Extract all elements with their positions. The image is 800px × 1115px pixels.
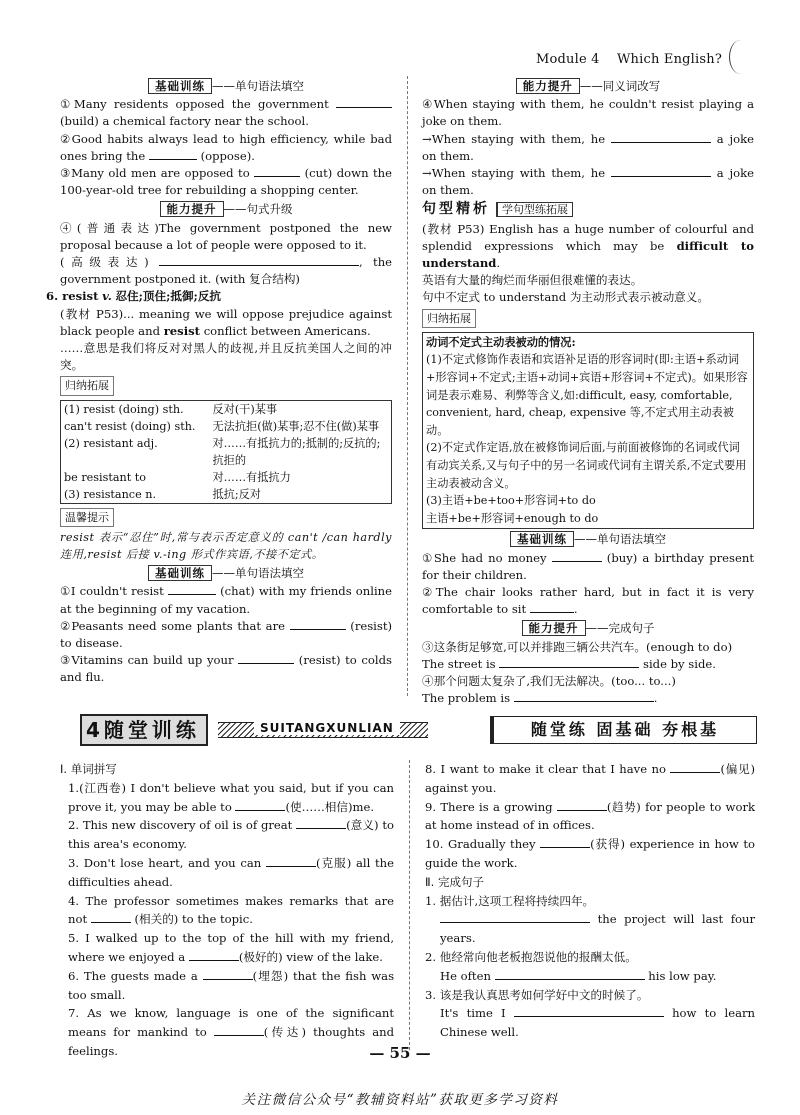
answer-blank[interactable]: [254, 165, 300, 177]
exercise-item: ③Vitamins can build up your (resist) to colds and flu.: [60, 653, 392, 685]
answer-blank[interactable]: [296, 817, 346, 829]
spelling-item: 10. Gradually they (获得) experience in how to guide the work.: [425, 837, 756, 870]
section-heading: 能力提升 ——完成句子: [422, 620, 754, 637]
answer-blank[interactable]: [499, 656, 639, 668]
answer-blank[interactable]: [670, 761, 720, 773]
answer-blank[interactable]: [514, 690, 654, 702]
banner-title: 4随堂训练: [80, 714, 208, 746]
exercise-item: ④(普通表达)The government postponed the new proposal because a lot of people were opposed to it.: [60, 220, 392, 252]
spelling-item: 3. Don't lose heart, and you can (克服) all the difficulties ahead.: [68, 855, 395, 889]
answer-blank[interactable]: [557, 799, 607, 811]
exercise-prompt: 1. 据估计,这项工程将持续四年。: [425, 893, 595, 908]
exercise-item: ①She had no money (buy) a birthday present for their children.: [422, 550, 754, 582]
column-divider: [407, 76, 408, 696]
exercise-right-column: [425, 760, 755, 1042]
answer-blank[interactable]: [336, 96, 392, 108]
answer-blank[interactable]: [440, 911, 590, 923]
example-translation: 英语有大量的绚烂而华丽但很难懂的表达。: [422, 273, 643, 288]
answer-blank[interactable]: [611, 165, 711, 177]
spelling-item: 7. As we know, language is one of the significant means for mankind to (传达) thoughts and feelings.: [68, 1006, 395, 1058]
exercise-item: It's time I how to learn Chinese well.: [440, 1006, 755, 1040]
answer-blank[interactable]: [214, 1024, 264, 1036]
column-divider: [409, 760, 410, 1050]
answer-blank[interactable]: [91, 911, 131, 923]
answer-blank[interactable]: [189, 949, 239, 961]
exercise-item: ②Peasants need some plants that are (resist) to disease.: [60, 618, 393, 651]
answer-blank[interactable]: [168, 583, 216, 595]
exercise-prompt: 2. 他经常向他老板抱怨说他的报酬太低。: [425, 949, 637, 964]
textbook-example: (教材 P53) English has a huge number of colourful and splendid expressions which may be difficult to understand.: [422, 221, 755, 271]
spelling-item: 9. There is a growing (趋势) for people to work at home instead of in offices.: [425, 799, 756, 833]
vocab-entry: 6. resist v. 忍住;顶住;抵御;反抗: [46, 289, 222, 304]
practice-banner: [60, 710, 754, 750]
subheading-tag: 归纳拓展: [422, 309, 476, 328]
module-title: Which English?: [617, 52, 722, 67]
spelling-item: 5. I walked up to the top of the hill with my friend, where we enjoyed a (极好的) view of the lake.: [68, 931, 395, 964]
exercise-item: He often his low pay.: [440, 968, 717, 983]
section-heading: 能力提升 ——同义词改写: [422, 78, 754, 95]
answer-blank[interactable]: [611, 131, 711, 143]
grammar-note: 句中不定式 to understand 为主动形式表示被动意义。: [422, 290, 709, 305]
answer-blank[interactable]: [203, 968, 253, 980]
grammar-rule-box: 动词不定式主动表被动的情况: (1)不定式修饰作表语和宾语补足语的形容词时(即:主语+系动词+形容词+不定式;主语+动词+宾语+形容词+不定式)。如果形容词是表示难易、利弊等含义,如:difficult, easy, comfortable, convenient, hard, cheap, expensive 等,不定式用主动表被动。 (2)不定式作定语,放在被修饰词后面,与前面被修饰的名词或代词有动宾关系,又与句子中的另一名词或代词有主谓关系,不定式要用主动表被动含义。 (3)主语+be+too+形容词+to do 主语+be+形容词+enough to do: [422, 332, 754, 530]
section-heading: 基础训练 ——单句语法填空: [60, 565, 392, 582]
footer-note: 关注微信公众号“教辅资料站”获取更多学习资料: [241, 1092, 559, 1108]
banner-motto: 随堂练 固基础 夯根基: [490, 716, 757, 744]
answer-blank[interactable]: [514, 1005, 664, 1017]
answer-blank[interactable]: [540, 836, 590, 848]
section-heading: 基础训练 ——单句语法填空: [60, 78, 392, 95]
answer-blank[interactable]: [159, 254, 359, 266]
rewrite-line: →When staying with them, he a joke on them.: [422, 166, 754, 198]
header-curve-decoration: [729, 40, 752, 74]
exercise-item: (高级表达) , the government postponed it. (with 复合结构): [60, 255, 393, 287]
table-row: (1) resist (doing) sth. 反对(干)某事: [64, 402, 278, 416]
running-header: [536, 52, 722, 67]
table-row: can't resist (doing) sth. 无法抗拒(做)某事;忍不住(做)某事: [64, 419, 380, 433]
spelling-item: 1.(江西卷) I don't believe what you said, but if you can prove it, you may be able to (使……相信)me.: [68, 780, 394, 814]
spelling-item: 2. This new discovery of oil is of great (意义) to this area's economy.: [68, 818, 394, 852]
exercise-prompt: 3. 该是我认真思考如何学好中文的时候了。: [425, 987, 649, 1002]
answer-blank[interactable]: [266, 855, 316, 867]
section-heading: 基础训练 ——单句语法填空: [422, 531, 754, 548]
exercise-item: The street is side by side.: [422, 656, 716, 671]
exercise-item: The problem is .: [422, 691, 658, 706]
answer-blank[interactable]: [495, 968, 645, 980]
pattern-analysis-heading: 句型精析 学句型练拓展: [422, 201, 573, 218]
answer-blank[interactable]: [238, 652, 294, 664]
exercise-item: ①Many residents opposed the government (build) a chemical factory near the school.: [60, 96, 392, 130]
exercise-item: ②Good habits always lead to high efficiency, while bad ones bring the (oppose).: [60, 131, 392, 163]
answer-blank[interactable]: [235, 799, 285, 811]
exercise-item: ④When staying with them, he couldn't resist playing a joke on them.: [422, 97, 754, 129]
banner-pinyin-strip: SUITANGXUNLIAN: [218, 722, 428, 738]
answer-blank[interactable]: [290, 618, 346, 630]
exercise-title: Ⅱ. 完成句子: [425, 874, 484, 889]
exercise-left-column: [60, 760, 395, 1061]
module-label: Module 4: [535, 52, 600, 67]
left-column: [46, 76, 393, 687]
table-row: (3) resistance n. 抵抗;反对: [64, 487, 261, 501]
section-heading: 能力提升 ——句式升级: [60, 201, 392, 218]
answer-blank[interactable]: [149, 148, 197, 160]
exercise-item: the project will last four years.: [440, 912, 756, 946]
answer-blank[interactable]: [552, 550, 602, 562]
subheading-tag: 温馨提示: [60, 508, 114, 527]
spelling-item: 4. The professor sometimes makes remarks that are not (相关的) to the topic.: [68, 893, 394, 927]
exercise-prompt: ③这条街足够宽,可以并排跑三辆公共汽车。(enough to do): [422, 639, 733, 654]
example-translation: ……意思是我们将反对对黑人的歧视,并且反抗美国人之间的冲突。: [60, 341, 392, 373]
spelling-item: 6. The guests made a (埋怨) that the fish was too small.: [68, 968, 395, 1002]
extension-table: [60, 400, 392, 504]
subheading-tag: 归纳拓展: [60, 376, 114, 395]
exercise-prompt: ④那个问题太复杂了,我们无法解决。(too... to...): [422, 674, 676, 688]
rewrite-line: →When staying with them, he a joke on them.: [422, 131, 754, 163]
exercise-item: ②The chair looks rather hard, but in fact it is very comfortable to sit .: [422, 584, 754, 617]
answer-blank[interactable]: [530, 601, 574, 613]
exercise-title: Ⅰ. 单词拼写: [60, 762, 117, 776]
tip-text: resist 表示“忍住”时,常与表示否定意义的 can't /can hardly 连用,resist 后接 v.-ing 形式作宾语,不接不定式。: [60, 530, 392, 562]
exercise-item: ③Many old men are opposed to (cut) down the 100-year-old tree for rebuilding a shopping center.: [60, 166, 392, 198]
table-row: (2) resistant adj. 对……有抵抗力的;抵制的;反抗的;抗拒的: [64, 436, 381, 467]
right-column: [422, 76, 754, 707]
page-number: — 55 —: [369, 1044, 431, 1062]
exercise-item: ①I couldn't resist (chat) with my friends online at the beginning of my vacation.: [60, 584, 393, 616]
table-row: be resistant to 对……有抵抗力: [64, 470, 291, 484]
spelling-item: 8. I want to make it clear that I have no (偏见) against you.: [425, 762, 756, 795]
textbook-example: (教材 P53)... meaning we will oppose prejudice against black people and resist conflict between Americans.: [60, 306, 392, 338]
